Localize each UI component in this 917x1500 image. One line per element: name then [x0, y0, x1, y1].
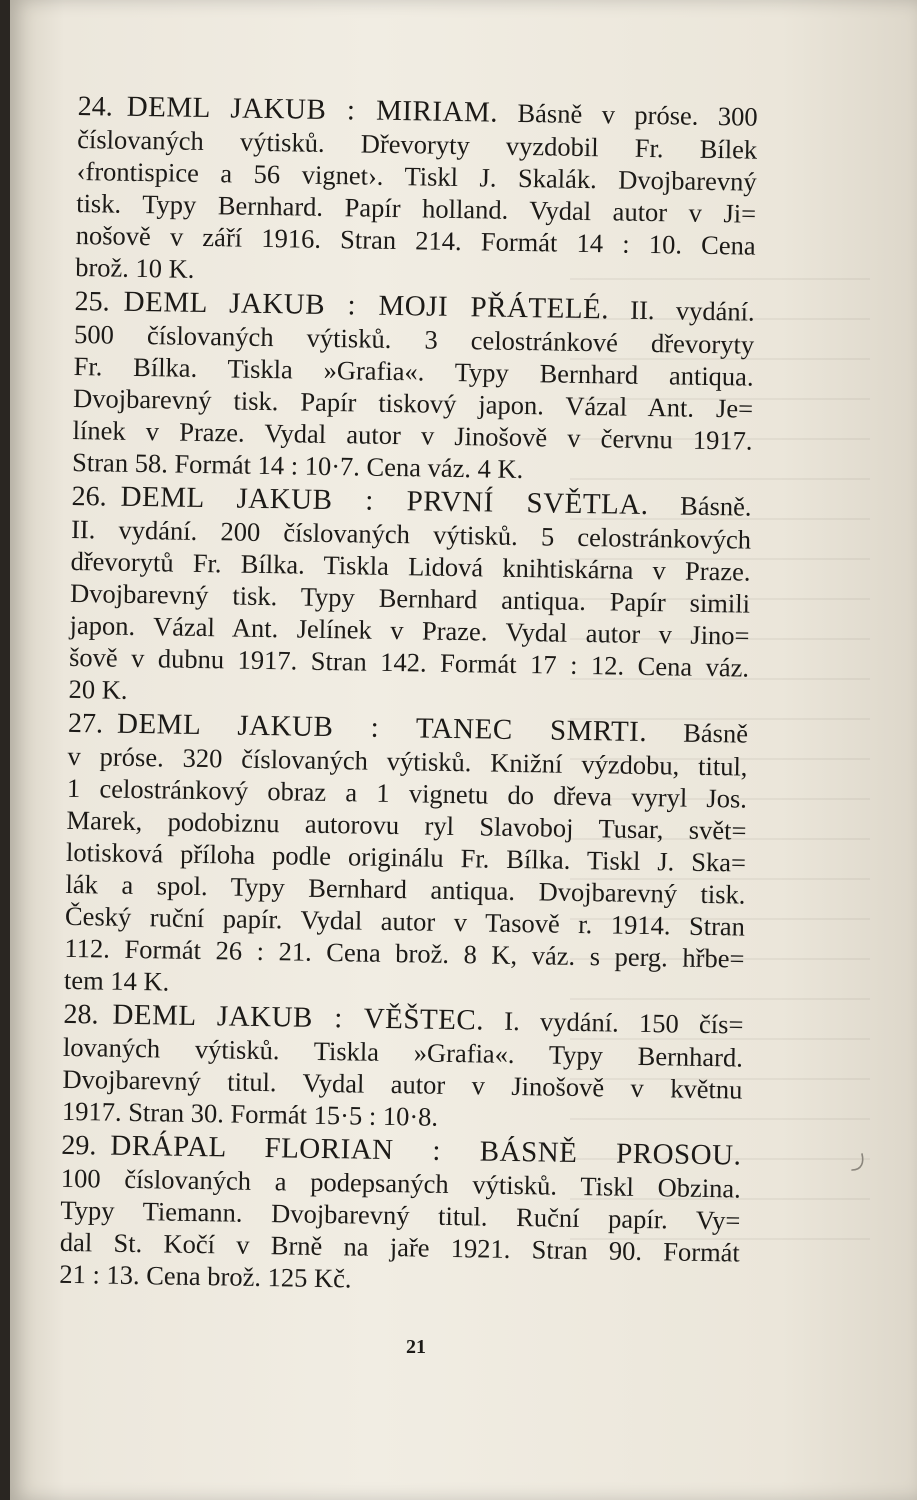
bibliography-entry: [59, 1129, 741, 1301]
entry-line: v próse. 320 číslovaných výtisků. Knižní výzdobu, titul,: [67, 740, 748, 782]
entry-number: 26.: [71, 480, 107, 513]
entry-line: Fr. Bílka. Tiskla »Grafia«. Typy Bernhard antiqua.: [73, 350, 754, 392]
bibliography-entry: [62, 998, 744, 1138]
entry-number: 24.: [77, 90, 113, 123]
bibliography-entry: [72, 285, 755, 489]
entry-number: 28.: [63, 998, 99, 1031]
entry-line: Stran 58. Formát 14 : 10·7. Cena váz. 4 K.: [71, 446, 524, 485]
entry-line: lotisková příloha podle originálu Fr. Bílka. Tiskl J. Ska=: [65, 836, 747, 878]
pencil-mark-icon: [848, 1152, 868, 1174]
entry-line: 21 : 13. Cena brož. 125 Kč.: [59, 1258, 352, 1294]
entry-line: japon. Vázal Ant. Jelínek v Praze. Vydal autor v Jino=: [69, 609, 750, 651]
book-page: [10, 0, 917, 1500]
entry-text: Básně.: [679, 490, 752, 522]
bibliography-list: [59, 90, 758, 1303]
entry-number: 27.: [67, 707, 104, 740]
entry-line: Typy Tiemann. Dvojbarevný titul. Ruční papír. Vy=: [60, 1194, 741, 1236]
bibliography-entry: [64, 707, 748, 1007]
entry-number: 25.: [74, 285, 110, 318]
entry-line: 112. Formát 26 : 21. Cena brož. 8 K, váz. s perg. hřbe=: [64, 932, 745, 974]
entry-line: 20 K.: [68, 673, 128, 705]
entry-line: Dvojbarevný titul. Vydal autor v Jinošově v květnu: [62, 1063, 743, 1105]
entry-line: brož. 10 K.: [74, 251, 195, 284]
entry-line: ‹frontispice a 56 vignet›. Tiskl J. Skalák. Dvojbarevný: [76, 155, 757, 197]
entry-text: II. vydání.: [630, 294, 755, 327]
entry-text: Básně: [682, 717, 749, 749]
entry-number: 29.: [61, 1129, 97, 1162]
entry-line: Český ruční papír. Vydal autor v Tasově r. 1914. Stran: [64, 900, 746, 942]
bibliography-entry: [75, 90, 758, 294]
bibliography-entry: [68, 480, 751, 716]
entry-line: Marek, podobiznu autorovu ryl Slavoboj Tusar, svět=: [66, 804, 747, 846]
entry-line: lák a spol. Typy Bernhard antiqua. Dvojbarevný tisk.: [65, 868, 746, 910]
entry-heading: DEML JAKUB : PRVNÍ SVĚTLA.: [120, 480, 649, 522]
entry-line: Dvojbarevný tisk. Typy Bernhard antiqua. Papír simili: [69, 577, 751, 619]
entry-line: šově v dubnu 1917. Stran 142. Formát 17 : 12. Cena váz.: [68, 641, 750, 683]
entry-line: II. vydání. 200 číslovaných výtisků. 5 celostránkových: [70, 513, 752, 555]
entry-line: tem 14 K.: [63, 964, 170, 997]
entry-line: 100 číslovaných a podepsaných výtisků. Tiskl Obzina.: [60, 1162, 742, 1204]
entry-text: Básně v próse. 300: [517, 97, 758, 132]
entry-heading: DEML JAKUB : MOJI PŘÁTELÉ.: [123, 285, 610, 326]
entry-line: dřevorytů Fr. Bílka. Tiskla Lidová knihtiskárna v Praze.: [70, 545, 751, 587]
entry-text: I. vydání. 150 čís=: [504, 1005, 744, 1040]
page-number: 21: [406, 1336, 426, 1358]
entry-heading: DRÁPAL FLORIAN : BÁSNĚ PROSOU.: [110, 1129, 742, 1172]
entry-line: línek v Praze. Vydal autor v Jinošově v červnu 1917.: [72, 414, 753, 456]
entry-line: 500 číslovaných výtisků. 3 celostránkové dřevoryty: [73, 318, 755, 360]
entry-line: dal St. Kočí v Brně na jaře 1921. Stran 90. Formát: [59, 1226, 741, 1268]
entry-heading: DEML JAKUB : VĚŠTEC.: [112, 998, 485, 1037]
entry-heading: DEML JAKUB : TANEC SMRTI.: [116, 707, 648, 749]
entry-line: nošově v září 1916. Stran 214. Formát 14 : 10. Cena: [75, 219, 756, 261]
entry-line: lovaných výtisků. Tiskla »Grafia«. Typy Bernhard.: [62, 1031, 744, 1073]
entry-line: Dvojbarevný tisk. Papír tiskový japon. Vázal Ant. Je=: [72, 382, 754, 424]
entry-line: tisk. Typy Bernhard. Papír holland. Vydal autor v Ji=: [75, 187, 757, 229]
entry-line: 1917. Stran 30. Formát 15·5 : 10·8.: [61, 1095, 439, 1132]
entry-line: číslovaných výtisků. Dřevoryty vyzdobil Fr. Bílek: [76, 123, 758, 165]
entry-heading: DEML JAKUB : MIRIAM.: [126, 90, 499, 129]
entry-line: 1 celostránkový obraz a 1 vignetu do dřeva vyryl Jos.: [66, 772, 748, 814]
